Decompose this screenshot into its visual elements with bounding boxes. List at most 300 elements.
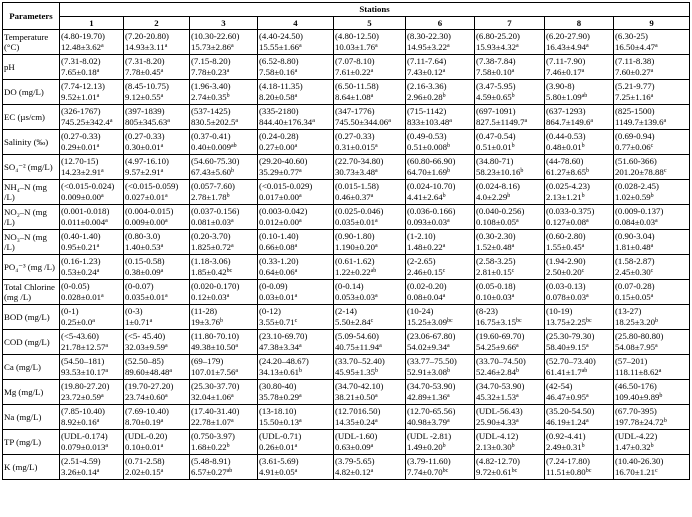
range-value: (7.74-12.13) (61, 81, 105, 92)
mean-sd-value: 0.29±0.01$^a$ (61, 142, 100, 152)
station-6-value-cell (406, 130, 475, 155)
mean-sd-value: 52.91±3.08$^b$ (407, 367, 451, 377)
station-2-value-cell (124, 330, 190, 355)
range-value: (0.033-0.375) (546, 206, 595, 217)
range-value: (7.11-7.64) (407, 56, 447, 67)
station-2-value-cell (124, 30, 190, 55)
range-value: (12.70-65.56) (407, 406, 456, 417)
mean-sd-value: 0.10±0.01$^a$ (125, 442, 164, 452)
range-value: (2-14) (335, 306, 357, 317)
station-1-value-cell (60, 130, 124, 155)
station-2-value-cell (124, 380, 190, 405)
range-value: (1.94-2.90) (546, 256, 586, 267)
station-2-value-cell (124, 305, 190, 330)
mean-sd-value: 3.26±0.14$^a$ (61, 467, 100, 477)
station-4-value-cell (258, 255, 334, 280)
range-value: (33.77–75.50) (407, 356, 457, 367)
mean-sd-value: 2.46±0.15$^c$ (407, 267, 446, 277)
parameter-name: Mg (mg/L) (3, 380, 60, 405)
range-value: (0-1) (61, 306, 79, 317)
mean-sd-value: 61.27±8.65$^b$ (546, 167, 590, 177)
station-number-1: 1 (60, 17, 124, 30)
mean-sd-value: 38.21±0.50$^a$ (335, 392, 378, 402)
stations-header: Stations (60, 3, 690, 17)
mean-sd-value: 0.078±0.03$^a$ (546, 292, 589, 302)
station-2-value-cell (124, 430, 190, 455)
mean-sd-value: 9.12±0.55$^a$ (125, 92, 164, 102)
station-9-value-cell (614, 355, 690, 380)
mean-sd-value: 15.25±3.09$^{bc}$ (407, 317, 453, 327)
mean-sd-value: 1.55±0.45$^a$ (546, 242, 585, 252)
range-value: (0.16-1.23) (61, 256, 101, 267)
station-3-value-cell (190, 155, 258, 180)
table-row (3, 130, 690, 155)
range-value: (<0.015-0.059) (125, 181, 179, 192)
range-value: (10.40-26.30) (615, 456, 664, 467)
mean-sd-value: 0.035±0.01$^a$ (125, 292, 168, 302)
station-1-value-cell (60, 105, 124, 130)
mean-sd-value: 0.10±0.03$^a$ (476, 292, 515, 302)
station-number-5: 5 (334, 17, 406, 30)
mean-sd-value: 7.58±0.16$^a$ (259, 67, 298, 77)
table-body (3, 30, 690, 480)
mean-sd-value: 4.41±2.64$^b$ (407, 192, 446, 202)
station-2-value-cell (124, 155, 190, 180)
station-7-value-cell (475, 205, 545, 230)
station-8-value-cell (545, 155, 614, 180)
mean-sd-value: 4.91±0.05$^a$ (259, 467, 298, 477)
range-value: (UDL-4.22) (615, 431, 658, 442)
parameter-name: TP (mg/L) (3, 430, 60, 455)
range-value: (60.80-66.90) (407, 156, 456, 167)
range-value: (8-23) (476, 306, 498, 317)
mean-sd-value: 23.74±0.60$^a$ (125, 392, 168, 402)
range-value: (637-1293) (546, 106, 586, 117)
station-3-value-cell (190, 80, 258, 105)
parameter-name: Temperature (°C) (3, 30, 60, 55)
range-value: (UDL -2.81) (407, 431, 452, 442)
station-6-value-cell (406, 230, 475, 255)
station-5-value-cell (334, 205, 406, 230)
station-3-value-cell (190, 180, 258, 205)
mean-sd-value: 1.49±0.20$^b$ (407, 442, 446, 452)
station-9-value-cell (614, 230, 690, 255)
station-4-value-cell (258, 405, 334, 430)
range-value: (6.80-25.20) (476, 31, 520, 42)
mean-sd-value: 0.011±0.004$^a$ (61, 217, 108, 227)
mean-sd-value: 21.78±12.57$^a$ (61, 342, 109, 352)
station-9-value-cell (614, 380, 690, 405)
parameter-name: K (mg/L) (3, 455, 60, 480)
station-8-value-cell (545, 30, 614, 55)
range-value: (825-1500) (615, 106, 655, 117)
range-value: (<5- 45.40) (125, 331, 166, 342)
mean-sd-value: 5.80±1.09$^{ab}$ (546, 92, 588, 102)
mean-sd-value: 0.093±0.03$^a$ (407, 217, 450, 227)
table-row (3, 305, 690, 330)
range-value: (0.69-0.94) (615, 131, 655, 142)
station-8-value-cell (545, 230, 614, 255)
mean-sd-value: 0.30±0.01$^a$ (125, 142, 164, 152)
range-value: (0.10-1.40) (259, 231, 299, 242)
range-value: (0.47-0.54) (476, 131, 516, 142)
range-value: (3.61-5.69) (259, 456, 299, 467)
mean-sd-value: 7.60±0.27$^a$ (615, 67, 654, 77)
mean-sd-value: 45.32±1.53$^a$ (476, 392, 519, 402)
mean-sd-value: 47.38±3.34$^a$ (259, 342, 302, 352)
mean-sd-value: 0.009±0.00$^a$ (125, 217, 168, 227)
range-value: (715-1142) (407, 106, 447, 117)
mean-sd-value: 7.43±0.12$^a$ (407, 67, 446, 77)
mean-sd-value: 32.03±9.59$^a$ (125, 342, 168, 352)
station-1-value-cell (60, 30, 124, 55)
mean-sd-value: 107.01±7.56$^a$ (191, 367, 239, 377)
station-3-value-cell (190, 405, 258, 430)
range-value: (0.60-2.80) (546, 231, 586, 242)
range-value: (347-1776) (335, 106, 375, 117)
station-2-value-cell (124, 180, 190, 205)
station-6-value-cell (406, 105, 475, 130)
station-1-value-cell (60, 405, 124, 430)
range-value: (54.50–181) (61, 356, 105, 367)
station-2-value-cell (124, 205, 190, 230)
range-value: (6.20-27.90) (546, 31, 590, 42)
station-4-value-cell (258, 55, 334, 80)
range-value: (0.37-0.41) (191, 131, 231, 142)
station-6-value-cell (406, 380, 475, 405)
range-value: (0.037-0.156) (191, 206, 240, 217)
range-value: (10.30-22.60) (191, 31, 240, 42)
mean-sd-value: 18.25±3.20$^b$ (615, 317, 659, 327)
station-2-value-cell (124, 405, 190, 430)
mean-sd-value: 2.74±0.35$^b$ (191, 92, 230, 102)
range-value: (4.40-24.50) (259, 31, 303, 42)
range-value: (4.18-11.35) (259, 81, 303, 92)
mean-sd-value: 1.68±0.22$^b$ (191, 442, 230, 452)
range-value: (54.60-75.30) (191, 156, 240, 167)
range-value: (UDL-0.71) (259, 431, 302, 442)
mean-sd-value: 0.15±0.05$^a$ (615, 292, 654, 302)
mean-sd-value: 2.13±0.30$^b$ (476, 442, 515, 452)
parameter-name: Salinity (‰) (3, 130, 60, 155)
mean-sd-value: 3.55±0.71$^c$ (259, 317, 298, 327)
station-7-value-cell (475, 230, 545, 255)
mean-sd-value: 2.96±0.28$^b$ (407, 92, 446, 102)
station-4-value-cell (258, 205, 334, 230)
range-value: (44-78.60) (546, 156, 584, 167)
range-value: (UDL-56.43) (476, 406, 523, 417)
range-value: (0.07-0.28) (615, 281, 655, 292)
mean-sd-value: 15.55±1.66$^a$ (259, 42, 302, 52)
mean-sd-value: 0.26±0.01$^a$ (259, 442, 298, 452)
range-value: (0.003-0.042) (259, 206, 308, 217)
range-value: (0.20-3.70) (191, 231, 231, 242)
table-row (3, 430, 690, 455)
mean-sd-value: 7.46±0.17$^a$ (546, 67, 585, 77)
range-value: (30.80-40) (259, 381, 297, 392)
station-2-value-cell (124, 230, 190, 255)
station-number-6: 6 (406, 17, 475, 30)
station-4-value-cell (258, 30, 334, 55)
station-9-value-cell (614, 255, 690, 280)
range-value: (0-0.07) (125, 281, 154, 292)
range-value: (0.61-1.62) (335, 256, 375, 267)
range-value: (4.80-12.50) (335, 31, 379, 42)
table-row (3, 330, 690, 355)
station-6-value-cell (406, 180, 475, 205)
mean-sd-value: 4.82±0.12$^a$ (335, 467, 374, 477)
range-value: (22.70-34.80) (335, 156, 384, 167)
range-value: (19.80-27.20) (61, 381, 110, 392)
station-1-value-cell (60, 80, 124, 105)
range-value: (46.50-176) (615, 381, 657, 392)
range-value: (0.001-0.018) (61, 206, 110, 217)
station-4-value-cell (258, 105, 334, 130)
station-6-value-cell (406, 255, 475, 280)
station-7-value-cell (475, 280, 545, 305)
mean-sd-value: 54.08±7.95$^a$ (615, 342, 658, 352)
table-row (3, 205, 690, 230)
station-5-value-cell (334, 280, 406, 305)
table-row (3, 280, 690, 305)
mean-sd-value: 0.95±0.21$^a$ (61, 242, 100, 252)
mean-sd-value: 14.95±3.22$^a$ (407, 42, 450, 52)
station-5-value-cell (334, 30, 406, 55)
range-value: (11-28) (191, 306, 218, 317)
parameter-name: NO₃–N (mg /L) (3, 230, 60, 255)
mean-sd-value: 7.78±0.23$^a$ (191, 67, 230, 77)
mean-sd-value: 1±0.71$^a$ (125, 317, 153, 327)
parameter-name: PO₄⁻³ (mg /L) (3, 255, 60, 280)
mean-sd-value: 0.053±0.03$^a$ (335, 292, 378, 302)
parameter-name: SO₄⁻² (mg/L) (3, 155, 60, 180)
mean-sd-value: 46.19±1.24$^a$ (546, 417, 589, 427)
range-value: (0-0.05) (61, 281, 90, 292)
mean-sd-value: 16.43±4.94$^a$ (546, 42, 589, 52)
station-6-value-cell (406, 405, 475, 430)
range-value: (0-0.14) (335, 281, 364, 292)
station-3-value-cell (190, 205, 258, 230)
station-9-value-cell (614, 180, 690, 205)
range-value: (17.40-31.40) (191, 406, 240, 417)
range-value: (42-54) (546, 381, 573, 392)
mean-sd-value: 16.75±3.15$^{bc}$ (476, 317, 522, 327)
station-9-value-cell (614, 430, 690, 455)
mean-sd-value: 0.028±0.01$^a$ (61, 292, 104, 302)
range-value: (0.02-0.20) (407, 281, 447, 292)
range-value: (13-18.10) (259, 406, 297, 417)
mean-sd-value: 1.02±0.59$^b$ (615, 192, 654, 202)
station-3-value-cell (190, 55, 258, 80)
mean-sd-value: 0.03±0.01$^a$ (259, 292, 298, 302)
range-value: (7.31-8.02) (61, 56, 101, 67)
station-4-value-cell (258, 455, 334, 480)
station-4-value-cell (258, 180, 334, 205)
range-value: (4.97-16.10) (125, 156, 169, 167)
range-value: (3.79-11.60) (407, 456, 451, 467)
station-1-value-cell (60, 55, 124, 80)
station-number-8: 8 (545, 17, 614, 30)
table-row (3, 155, 690, 180)
parameter-name: Ca (mg/L) (3, 355, 60, 380)
range-value: (35.20-54.50) (546, 406, 595, 417)
station-3-value-cell (190, 30, 258, 55)
mean-sd-value: 1.22±0.22$^{ab}$ (335, 267, 377, 277)
mean-sd-value: 0.035±0.01$^a$ (335, 217, 378, 227)
station-8-value-cell (545, 380, 614, 405)
mean-sd-value: 2.81±0.15$^c$ (476, 267, 515, 277)
range-value: (0.025-0.046) (335, 206, 384, 217)
data-table-container (2, 2, 689, 480)
range-value: (0.27-0.33) (335, 131, 375, 142)
station-6-value-cell (406, 455, 475, 480)
mean-sd-value: 19±3.76$^b$ (191, 317, 224, 327)
station-5-value-cell (334, 455, 406, 480)
mean-sd-value: 864.7±149.6$^a$ (546, 117, 594, 127)
parameter-name: DO (mg/L) (3, 80, 60, 105)
mean-sd-value: 201.20±78.88$^c$ (615, 167, 667, 177)
station-6-value-cell (406, 330, 475, 355)
station-2-value-cell (124, 80, 190, 105)
mean-sd-value: 14.23±2.91$^a$ (61, 167, 104, 177)
range-value: (7.11-7.90) (546, 56, 586, 67)
range-value: (25.80-80.80) (615, 331, 664, 342)
mean-sd-value: 0.012±0.00$^a$ (259, 217, 302, 227)
range-value: (69–179) (191, 356, 224, 367)
parameter-name: pH (3, 55, 60, 80)
station-7-value-cell (475, 430, 545, 455)
range-value: (7.20-20.80) (125, 31, 169, 42)
mean-sd-value: 54.02±9.34$^a$ (407, 342, 450, 352)
station-9-value-cell (614, 30, 690, 55)
range-value: (33.70–52.40) (335, 356, 385, 367)
range-value: (0.90-3.04) (615, 231, 655, 242)
mean-sd-value: 42.89±1.36$^a$ (407, 392, 450, 402)
station-number-4: 4 (258, 17, 334, 30)
station-2-value-cell (124, 455, 190, 480)
mean-sd-value: 805±345.63$^a$ (125, 117, 170, 127)
station-8-value-cell (545, 355, 614, 380)
mean-sd-value: 197.78±24.72$^b$ (615, 417, 667, 427)
mean-sd-value: 0.27±0.00$^a$ (259, 142, 298, 152)
station-6-value-cell (406, 355, 475, 380)
range-value: (5.21-9.77) (615, 81, 655, 92)
station-number-7: 7 (475, 17, 545, 30)
mean-sd-value: 118.11±8.62$^a$ (615, 367, 662, 377)
mean-sd-value: 745.50±344.06$^a$ (335, 117, 391, 127)
station-2-value-cell (124, 255, 190, 280)
station-4-value-cell (258, 280, 334, 305)
station-9-value-cell (614, 280, 690, 305)
station-9-value-cell (614, 105, 690, 130)
station-1-value-cell (60, 355, 124, 380)
mean-sd-value: 8.70±0.19$^a$ (125, 417, 164, 427)
station-5-value-cell (334, 105, 406, 130)
station-5-value-cell (334, 405, 406, 430)
station-7-value-cell (475, 30, 545, 55)
station-3-value-cell (190, 105, 258, 130)
station-3-value-cell (190, 280, 258, 305)
mean-sd-value: 7.58±0.10$^a$ (476, 67, 515, 77)
mean-sd-value: 8.20±0.58$^a$ (259, 92, 298, 102)
station-1-value-cell (60, 430, 124, 455)
mean-sd-value: 4.0±2.29$^b$ (476, 192, 511, 202)
mean-sd-value: 830.5±202.5$^a$ (191, 117, 239, 127)
table-row (3, 255, 690, 280)
table-row (3, 355, 690, 380)
range-value: (0.92-4.41) (546, 431, 586, 442)
mean-sd-value: 54.25±9.66$^a$ (476, 342, 519, 352)
mean-sd-value: 2.78±1.78$^b$ (191, 192, 230, 202)
station-7-value-cell (475, 355, 545, 380)
station-3-value-cell (190, 330, 258, 355)
station-7-value-cell (475, 105, 545, 130)
mean-sd-value: 1.52±0.48$^a$ (476, 242, 515, 252)
range-value: (23.06-67.80) (407, 331, 456, 342)
mean-sd-value: 0.08±0.04$^a$ (407, 292, 446, 302)
station-1-value-cell (60, 380, 124, 405)
range-value: (<0.015-0.029) (259, 181, 313, 192)
mean-sd-value: 7.61±0.22$^a$ (335, 67, 374, 77)
station-2-value-cell (124, 355, 190, 380)
station-1-value-cell (60, 205, 124, 230)
station-8-value-cell (545, 55, 614, 80)
range-value: (7.69-10.40) (125, 406, 169, 417)
station-1-value-cell (60, 255, 124, 280)
mean-sd-value: 6.57±0.27$^{ab}$ (191, 467, 233, 477)
range-value: (0.40-1.40) (61, 231, 101, 242)
range-value: (0.036-0.166) (407, 206, 456, 217)
station-5-value-cell (334, 380, 406, 405)
mean-sd-value: 14.93±3.11$^a$ (125, 42, 168, 52)
station-5-value-cell (334, 430, 406, 455)
range-value: (33.70–74.50) (476, 356, 526, 367)
mean-sd-value: 67.43±5.60$^b$ (191, 167, 235, 177)
mean-sd-value: 0.77±0.06$^c$ (615, 142, 654, 152)
range-value: (0.004-0.015) (125, 206, 174, 217)
range-value: (5.48-8.91) (191, 456, 231, 467)
range-value: (0.27-0.33) (125, 131, 165, 142)
range-value: (UDL-0.174) (61, 431, 108, 442)
mean-sd-value: 0.009±0.00$^a$ (61, 192, 104, 202)
mean-sd-value: 0.53±0.24$^a$ (61, 267, 100, 277)
station-7-value-cell (475, 380, 545, 405)
table-row (3, 405, 690, 430)
mean-sd-value: 2.50±0.20$^c$ (546, 267, 585, 277)
mean-sd-value: 1.40±0.53$^a$ (125, 242, 164, 252)
station-8-value-cell (545, 305, 614, 330)
range-value: (4.80-19.70) (61, 31, 105, 42)
mean-sd-value: 34.13±0.61$^b$ (259, 367, 303, 377)
range-value: (24.20–48.67) (259, 356, 309, 367)
range-value: (0.90-1.80) (335, 231, 375, 242)
mean-sd-value: 0.38±0.09$^a$ (125, 267, 164, 277)
station-4-value-cell (258, 80, 334, 105)
mean-sd-value: 8.92±0.16$^a$ (61, 417, 100, 427)
station-1-value-cell (60, 455, 124, 480)
station-4-value-cell (258, 355, 334, 380)
station-4-value-cell (258, 155, 334, 180)
range-value: (0.15-0.58) (125, 256, 165, 267)
range-value: (2.51-4.59) (61, 456, 101, 467)
range-value: (3.47-5.95) (476, 81, 516, 92)
range-value: (7.31-8.20) (125, 56, 165, 67)
station-3-value-cell (190, 455, 258, 480)
station-5-value-cell (334, 55, 406, 80)
range-value: (0.80-3.0) (125, 231, 161, 242)
station-6-value-cell (406, 305, 475, 330)
station-1-value-cell (60, 330, 124, 355)
